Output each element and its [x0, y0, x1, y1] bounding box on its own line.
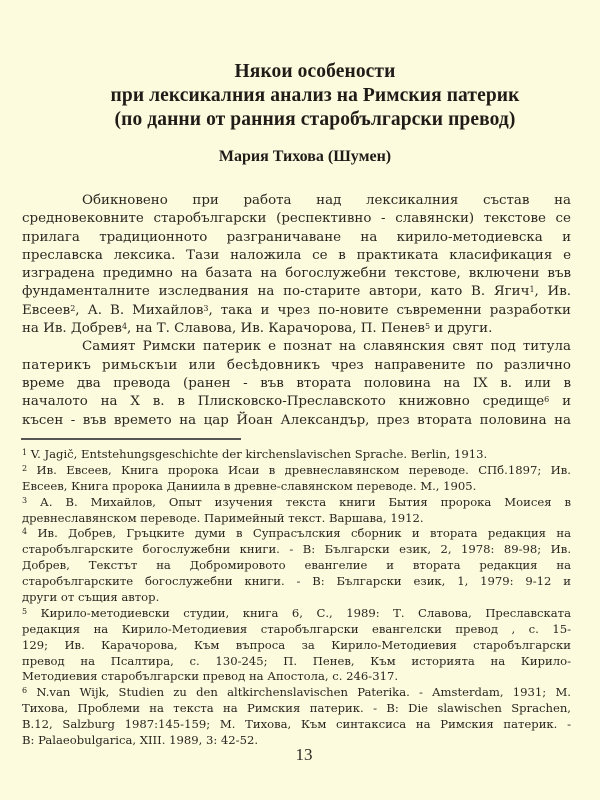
- footnote-line: $^3$ А. В. Михайлов, Опыт изучения текста книги Бытия пророка Моисея в: [22, 494, 571, 509]
- footnote-ref[interactable]: 6: [544, 395, 550, 405]
- title-line-3: (по данни от ранния старобългарски превод): [114, 109, 516, 130]
- footnote-line: старобългарските богослужебни книги. - В: Български език, 1, 1979: 9-12 и: [22, 574, 571, 589]
- footnote-line: 129; Ив. Карачорова, Към въпроса за Кирило-Методиевия старобългарски: [22, 637, 571, 652]
- footnote-separator: [21, 438, 241, 440]
- body-line: време два превода (ранен - във втората половина на IX в. или в: [22, 375, 571, 391]
- footnote-number: 5: [22, 606, 28, 616]
- footnote-ref[interactable]: 4: [121, 322, 128, 332]
- footnote-number: 1: [22, 448, 28, 457]
- footnote-line: редакция на Кирило-Методиевия старобългарски евангелски превод , с. 15-: [22, 621, 571, 636]
- body-line: късен - във времето на цар Йоан Александър, през втората половина на: [22, 412, 571, 428]
- body-line: на Ив. Добрев$^4$, на Т. Славова, Ив. Карачорова, П. Пенев$^5$ и други.: [22, 321, 493, 337]
- page-number: 13: [295, 745, 313, 764]
- footnote-ref[interactable]: 1: [529, 285, 535, 295]
- footnote-line: $^2$ Ив. Евсеев, Книга пророка Исаи в древнеславянском переводе. СПб.1897; Ив.: [22, 462, 571, 477]
- footnote-number: 3: [22, 495, 28, 505]
- footnote-ref[interactable]: 3: [203, 303, 209, 313]
- footnote-number: 4: [22, 527, 28, 537]
- author-name: Мария Тихова (Шумен): [218, 148, 392, 165]
- footnote-line: $^1$ V. Jagič, Entstehungsgeschichte der kirchenslavischen Sprache. Berlin, 1913.: [22, 447, 488, 461]
- footnote-line: Добрев, Текстът на Добромировото евангелие и втората редакция на: [22, 558, 571, 573]
- footnote-line: Евсеев, Книга пророка Даниила в древне-славянском переводе. М., 1905.: [22, 478, 477, 493]
- body-line: началото на X в. в Плисковско-Преславското книжовно средище$^6$ и: [22, 394, 572, 410]
- old-slavonic-title: патерикъ римьскъıи или бесѣдовникъ: [22, 357, 321, 373]
- body-line: изградена предимно на базата на богослужебни текстове, включени във: [22, 266, 571, 282]
- body-paragraphs: [22, 192, 571, 430]
- article-title: [0, 60, 600, 132]
- footnote-line: превод на Псалтира, с. 130-245; П. Пенев, Към историята на Кирило-: [22, 653, 571, 668]
- body-line: прилага традиционното разграничаване на кирило-методиевска и: [22, 229, 571, 245]
- footnote-ref[interactable]: 5: [424, 322, 431, 332]
- footnote-line: $^6$ N.van Wijk, Studien zu den altkirchenslavischen Paterika. - Amsterdam, 1931; М.: [22, 685, 571, 700]
- footnote-line: древнеславянском переводе. Паримейный текст. Варшава, 1912.: [22, 510, 424, 525]
- footnote-line: В: Palaeobulgarica, XIII. 1989, 3: 42-52.: [22, 733, 259, 748]
- footnote-line: Методиевия старобългарски превод на Апостола, с. 246-317.: [22, 669, 399, 684]
- body-line: Самият Римски патерик е познат на славянския свят под титула: [82, 339, 571, 355]
- footnote-number: 2: [22, 463, 28, 473]
- body-line: патерикъ римьскъıи или бесѣдовникъ чрез направените по различно: [22, 357, 571, 373]
- footnote-line: старобългарските богослужебни книги. - В: Български език, 2, 1978: 89-98; Ив.: [22, 542, 571, 557]
- footnote-line: Тихова, Проблеми на текста на Римския патерик. - В: Die slawischen Sprachen,: [22, 701, 571, 716]
- footnote-line: други от същия автор.: [22, 590, 160, 605]
- body-line: Евсеев$^2$, А. В. Михайлов$^3$, така и чрез по-новите съвременни разработки: [22, 302, 571, 318]
- footnote-line: $^5$ Кирило-методиевски студии, книга 6, С., 1989: Т. Славова, Преславската: [22, 605, 571, 620]
- footnote-ref[interactable]: 2: [70, 303, 76, 313]
- body-line: преславска лексика. Тази наложила се в практиката класификация е: [22, 247, 571, 263]
- footnote-line: $^4$ Ив. Добрев, Гръцките думи в Супрасълския сборник и втората редакция на: [22, 526, 571, 541]
- footnotes: [22, 447, 571, 749]
- footnote-number: 6: [22, 686, 28, 696]
- title-line-2: при лексикалния анализ на Римския патерик: [110, 85, 520, 106]
- body-line: фундаменталните изследвания на по-старите автори, като В. Ягич$^1$, Ив.: [22, 284, 571, 300]
- title-line-1: Някои особености: [234, 61, 396, 82]
- body-line: Обикновено при работа над лексикалния състав на: [82, 193, 571, 208]
- footnote-line: B.12, Salzburg 1987:145-159; М. Тихова, Към синтаксиса на Римския патерик. -: [22, 717, 571, 732]
- body-line: средновековните старобългарски (респективно - славянски) текстове се: [22, 211, 571, 227]
